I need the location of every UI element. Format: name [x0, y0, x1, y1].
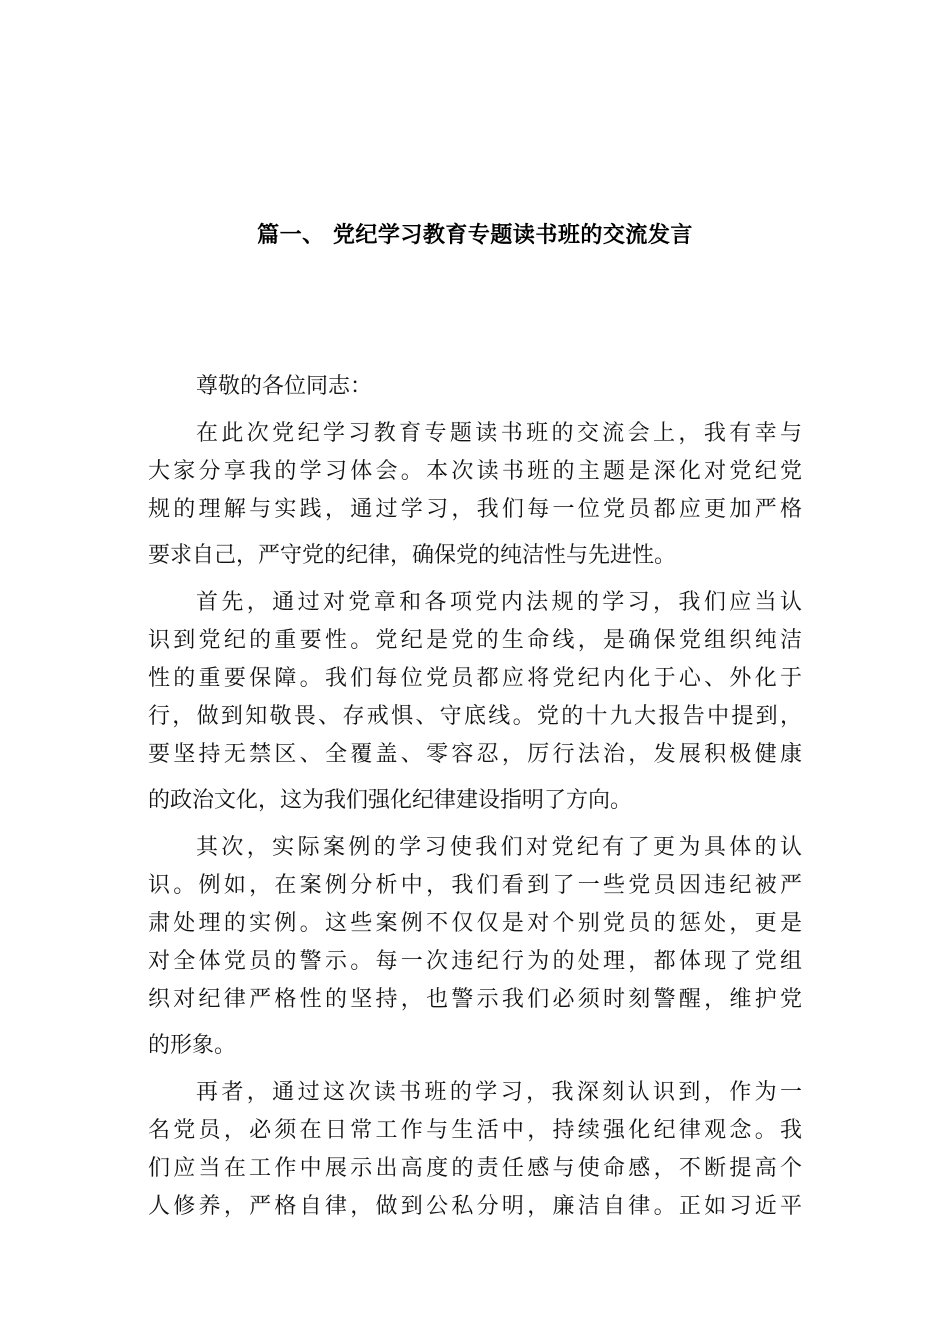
paragraph-line: 识到党纪的重要性。党纪是党的生命线，是确保党组织纯洁	[148, 628, 802, 653]
paragraph-line: 人修养，严格自律，做到公私分明，廉洁自律。正如习近平	[148, 1194, 802, 1219]
paragraph-line: 织对纪律严格性的坚持，也警示我们必须时刻警醒，维护党	[148, 987, 802, 1012]
paragraph-line: 行，做到知敬畏、存戒惧、守底线。党的十九大报告中提到，	[148, 704, 802, 729]
paragraph-line: 其次，实际案例的学习使我们对党纪有了更为具体的认	[196, 835, 802, 860]
paragraph	[148, 1074, 802, 1226]
paragraph-line: 肃处理的实例。这些案例不仅仅是对个别党员的惩处，更是	[148, 911, 802, 936]
paragraph-line: 们应当在工作中展示出高度的责任感与使命感，不断提高个	[148, 1156, 802, 1181]
paragraph-line: 在此次党纪学习教育专题读书班的交流会上，我有幸与	[196, 421, 802, 446]
paragraph	[148, 415, 802, 575]
paragraph-line: 性的重要保障。我们每位党员都应将党纪内化于心、外化于	[148, 666, 802, 691]
paragraph	[148, 584, 802, 820]
document-body	[148, 368, 802, 1235]
paragraph-line: 再者，通过这次读书班的学习，我深刻认识到，作为一	[196, 1080, 802, 1105]
document-title: 篇一、 党纪学习教育专题读书班的交流发言	[257, 223, 693, 248]
paragraph-line: 的形象。	[148, 1033, 237, 1058]
paragraph	[148, 829, 802, 1065]
paragraph-line: 尊敬的各位同志：	[196, 374, 373, 399]
paragraph-line: 对全体党员的警示。每一次违纪行为的处理，都体现了党组	[148, 949, 802, 974]
paragraph-line: 名党员，必须在日常工作与生活中，持续强化纪律观念。我	[148, 1118, 802, 1143]
paragraph-line: 识。例如，在案例分析中，我们看到了一些党员因违纪被严	[148, 873, 802, 898]
paragraph-line: 大家分享我的学习体会。本次读书班的主题是深化对党纪党	[148, 459, 802, 484]
paragraph-line: 首先，通过对党章和各项党内法规的学习，我们应当认	[196, 590, 802, 615]
paragraph-line: 要求自己，严守党的纪律，确保党的纯洁性与先进性。	[148, 543, 677, 568]
paragraph-line: 要坚持无禁区、全覆盖、零容忍，厉行法治，发展积极健康	[148, 742, 802, 767]
paragraph-line: 的政治文化，这为我们强化纪律建设指明了方向。	[148, 788, 633, 813]
paragraph	[148, 368, 802, 406]
paragraph-line: 规的理解与实践，通过学习，我们每一位党员都应更加严格	[148, 497, 802, 522]
